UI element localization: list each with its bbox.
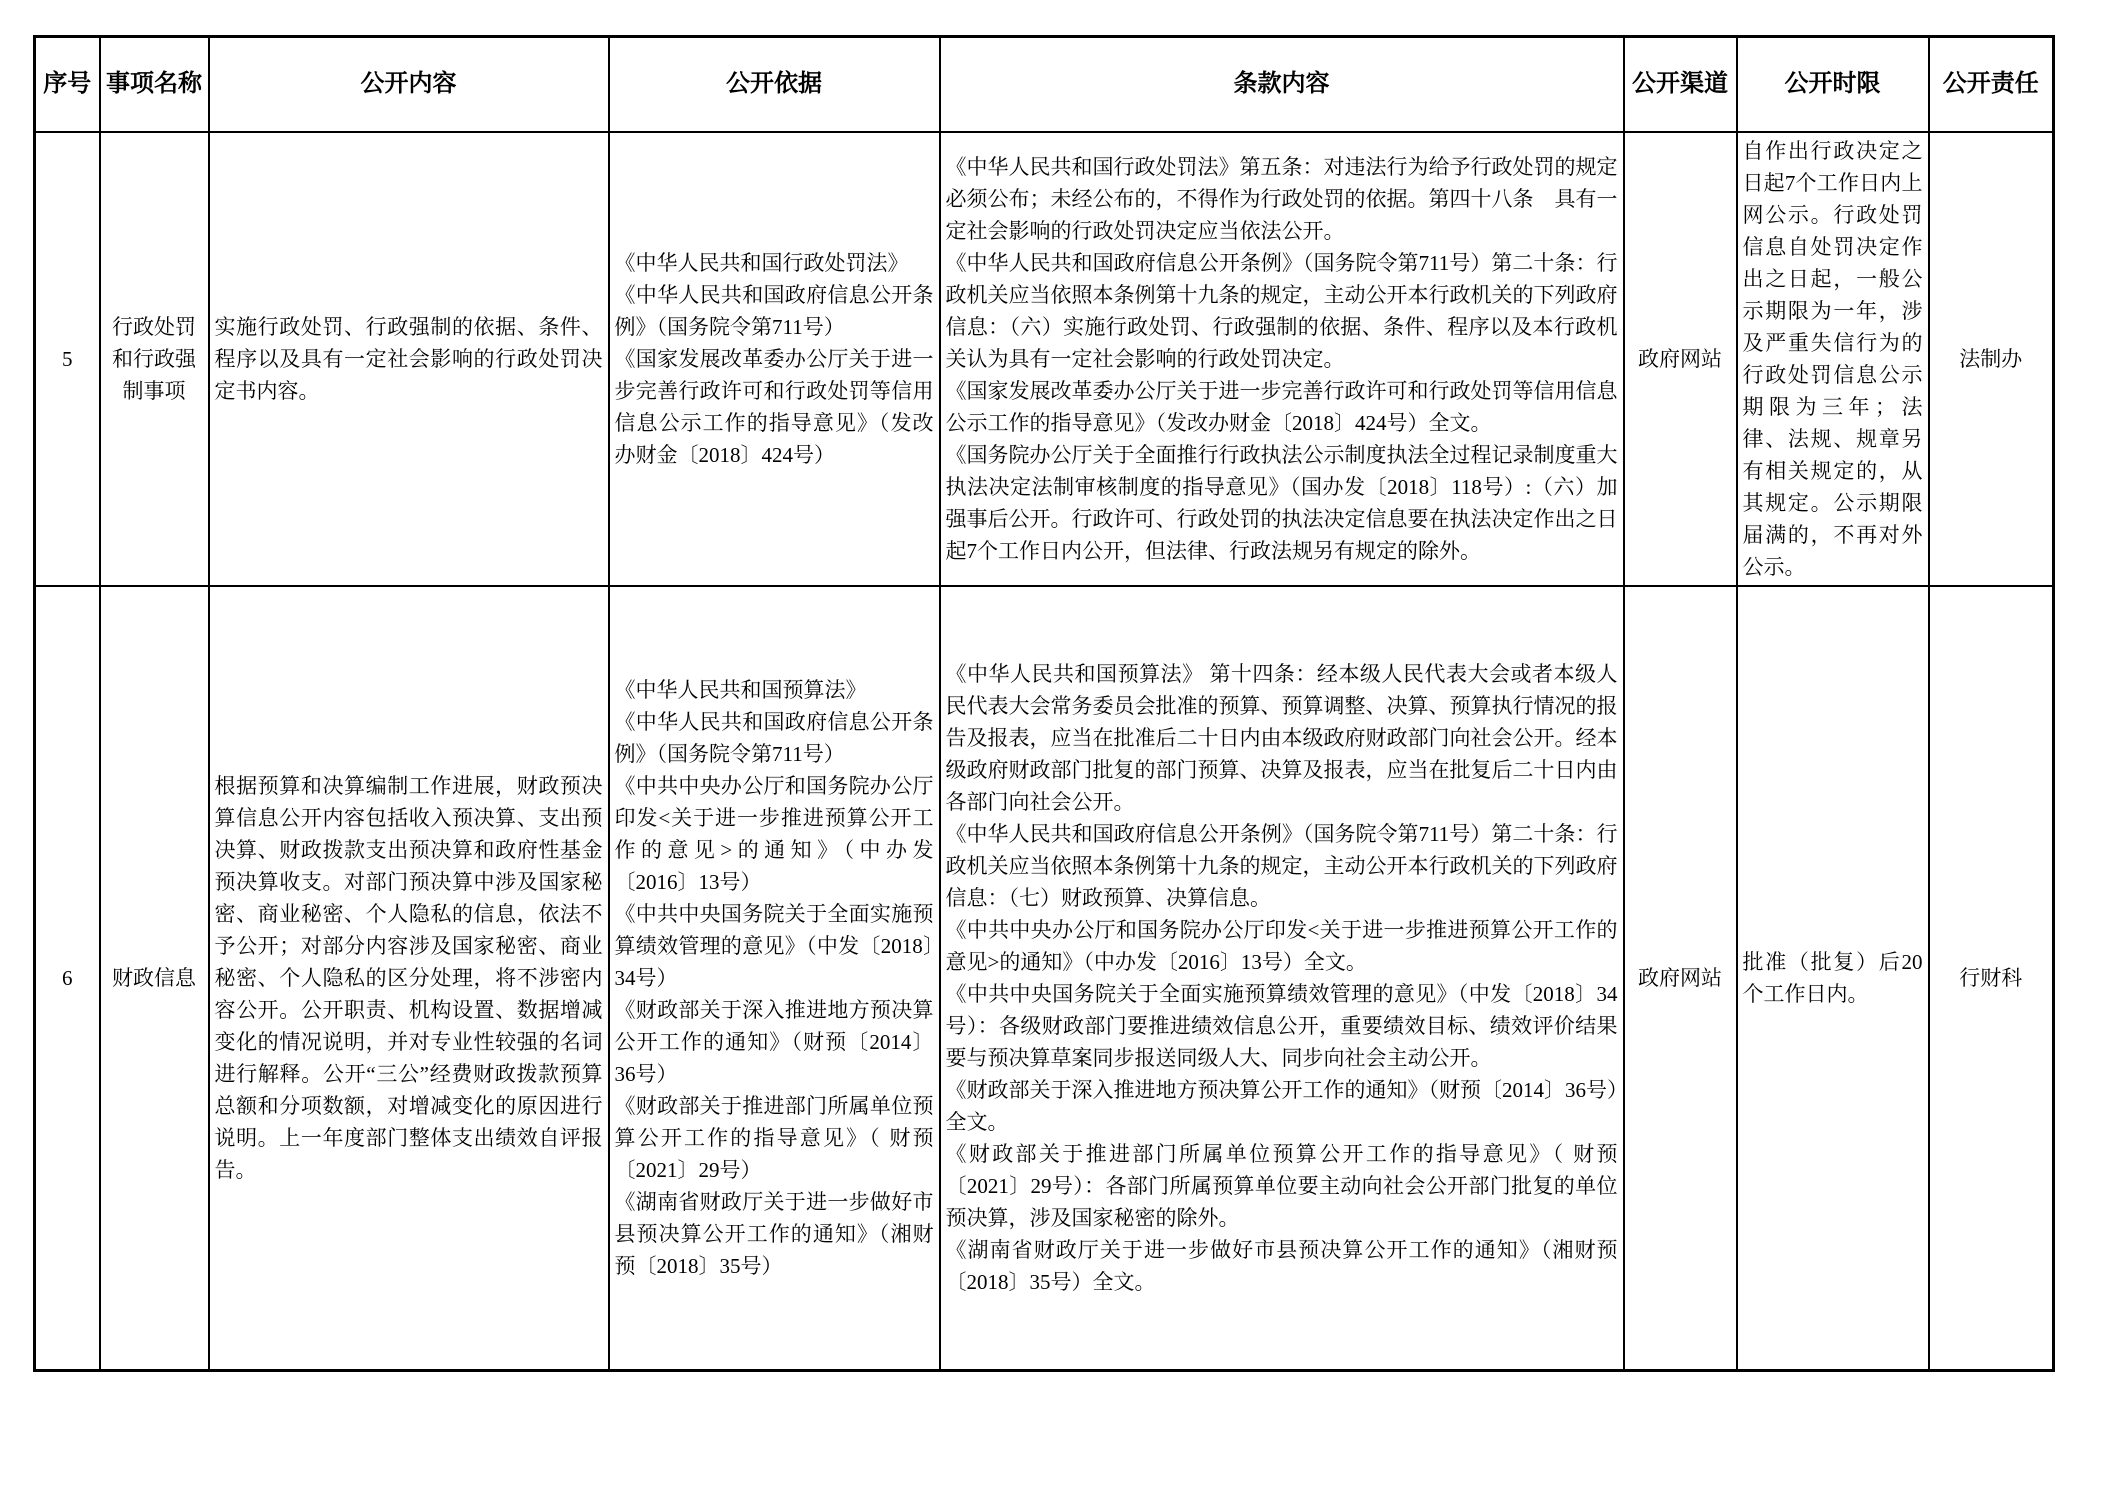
cell-basis xyxy=(609,586,940,1371)
cell-item-name: 行政处罚和行政强制事项 xyxy=(100,132,209,586)
paragraph: 《财政部关于深入推进地方预决算公开工作的通知》（财预〔2014〕36号）全文。 xyxy=(945,1077,1618,1134)
header-channel: 公开渠道 xyxy=(1624,37,1737,132)
header-time-limit: 公开时限 xyxy=(1737,37,1929,132)
cell-content: 实施行政处罚、行政强制的依据、条件、程序以及具有一定社会影响的行政处罚决定书内容。 xyxy=(209,132,609,586)
paragraph: 《中华人民共和国政府信息公开条例》（国务院令第711号）第二十条：行政机关应当依照本条例第十九条的规定，主动公开本行政机关的下列政府信息：（七）财政预算、决算信息。 xyxy=(945,821,1618,910)
paragraph: 《湖南省财政厅关于进一步做好市县预决算公开工作的通知》（湘财预〔2018〕35号） xyxy=(614,1189,934,1278)
paragraph: 《国家发展改革委办公厅关于进一步完善行政许可和行政处罚等信用信息公示工作的指导意见》（发改办财金〔2018〕424号）全文。 xyxy=(945,378,1618,435)
paragraph: 《湖南省财政厅关于进一步做好市县预决算公开工作的通知》（湘财预〔2018〕35号）全文。 xyxy=(945,1237,1618,1294)
header-responsibility: 公开责任 xyxy=(1929,37,2054,132)
disclosure-table xyxy=(33,35,2055,1372)
cell-responsibility: 行财科 xyxy=(1929,586,2054,1371)
header-row xyxy=(35,37,2054,132)
paragraph: 《国家发展改革委办公厅关于进一步完善行政许可和行政处罚等信用信息公示工作的指导意见》（发改办财金〔2018〕424号） xyxy=(614,346,934,467)
paragraph: 《财政部关于推进部门所属单位预算公开工作的指导意见》（ 财预〔2021〕29号）：各部门所属预算单位要主动向社会公开部门批复的单位预决算，涉及国家秘密的除外。 xyxy=(945,1141,1618,1230)
header-item-name: 事项名称 xyxy=(100,37,209,132)
cell-item-name: 财政信息 xyxy=(100,586,209,1371)
paragraph: 《中华人民共和国行政处罚法》 xyxy=(614,250,909,275)
cell-basis xyxy=(609,132,940,586)
cell-time-limit: 自作出行政决定之日起7个工作日内上网公示。行政处罚信息自处罚决定作出之日起，一般公示期限为一年，涉及严重失信行为的行政处罚信息公示期限为三年；法律、法规、规章另有相关规定的，从其规定。公示期限届满的，不再对外公示。 xyxy=(1737,132,1929,586)
paragraph: 《中华人民共和国政府信息公开条例》（国务院令第711号）第二十条：行政机关应当依照本条例第十九条的规定，主动公开本行政机关的下列政府信息：（六）实施行政处罚、行政强制的依据、条件、程序以及本行政机关认为具有一定社会影响的行政处罚决定。 xyxy=(945,250,1618,371)
cell-content: 根据预算和决算编制工作进展，财政预决算信息公开内容包括收入预决算、支出预决算、财政拨款支出预决算和政府性基金预决算收支。对部门预决算中涉及国家秘密、商业秘密、个人隐私的信息，依法不予公开；对部分内容涉及国家秘密、商业秘密、个人隐私的区分处理，将不涉密内容公开。公开职责、机构设置、数据增减变化的情况说明，并对专业性较强的名词进行解释。公开“三公”经费财政拨款预算总额和分项数额，对增减变化的原因进行说明。上一年度部门整体支出绩效自评报告。 xyxy=(209,586,609,1371)
table-row-finance xyxy=(35,586,2054,1371)
paragraph: 《中华人民共和国预算法》 第十四条：经本级人民代表大会或者本级人民代表大会常务委员会批准的预算、预算调整、决算、预算执行情况的报告及报表，应当在批准后二十日内由本级政府财政部门向社会公开。经本级政府财政部门批复的部门预算、决算及报表，应当在批复后二十日内由各部门向社会公开。 xyxy=(945,661,1618,814)
cell-seq: 6 xyxy=(35,586,100,1371)
cell-clauses xyxy=(940,586,1624,1371)
paragraph: 《中共中央办公厅和国务院办公厅印发<关于进一步推进预算公开工作的意见>的通知》（中办发〔2016〕13号）全文。 xyxy=(945,917,1618,974)
paragraph: 《中华人民共和国政府信息公开条例》（国务院令第711号） xyxy=(614,709,934,766)
paragraph: 《中华人民共和国预算法》 xyxy=(614,677,867,702)
cell-channel: 政府网站 xyxy=(1624,132,1737,586)
cell-channel: 政府网站 xyxy=(1624,586,1737,1371)
paragraph: 《财政部关于深入推进地方预决算公开工作的通知》（财预〔2014〕36号） xyxy=(614,997,934,1086)
header-content: 公开内容 xyxy=(209,37,609,132)
table-row-penalty xyxy=(35,132,2054,586)
paragraph: 《财政部关于推进部门所属单位预算公开工作的指导意见》（ 财预〔2021〕29号） xyxy=(614,1093,934,1182)
cell-responsibility: 法制办 xyxy=(1929,132,2054,586)
header-basis: 公开依据 xyxy=(609,37,940,132)
paragraph: 《中共中央国务院关于全面实施预算绩效管理的意见》（中发〔2018〕34号）：各级财政部门要推进绩效信息公开，重要绩效目标、绩效评价结果要与预决算草案同步报送同级人大、同步向社会主动公开。 xyxy=(945,981,1618,1070)
paragraph: 《国务院办公厅关于全面推行行政执法公示制度执法全过程记录制度重大执法决定法制审核制度的指导意见》（国办发〔2018〕118号）:（六）加强事后公开。行政许可、行政处罚的执法决定信息要在执法决定作出之日起7个工作日内公开，但法律、行政法规另有规定的除外。 xyxy=(945,442,1618,563)
header-clauses: 条款内容 xyxy=(940,37,1624,132)
header-seq: 序号 xyxy=(35,37,100,132)
cell-time-limit: 批准（批复）后20个工作日内。 xyxy=(1737,586,1929,1371)
cell-clauses xyxy=(940,132,1624,586)
paragraph: 《中华人民共和国政府信息公开条例》（国务院令第711号） xyxy=(614,282,934,339)
paragraph: 《中华人民共和国行政处罚法》第五条：对违法行为给予行政处罚的规定必须公布；未经公布的，不得作为行政处罚的依据。第四十八条 具有一定社会影响的行政处罚决定应当依法公开。 xyxy=(945,154,1618,243)
cell-seq: 5 xyxy=(35,132,100,586)
paragraph: 《中共中央办公厅和国务院办公厅印发<关于进一步推进预算公开工作的意见>的通知》（中办发〔2016〕13号） xyxy=(614,773,934,894)
paragraph: 《中共中央国务院关于全面实施预算绩效管理的意见》（中发〔2018〕34号） xyxy=(614,901,934,990)
